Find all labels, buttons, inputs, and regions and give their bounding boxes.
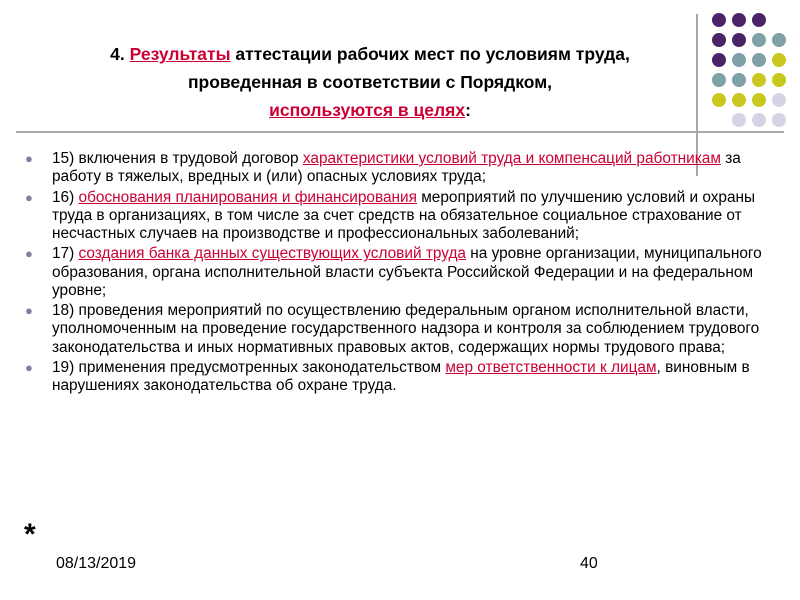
title-prefix: 4. <box>110 44 130 64</box>
title-link-used-for[interactable]: используются в целях <box>269 100 466 120</box>
bullet-icon: ● <box>25 303 33 319</box>
footer-date: 08/13/2019 <box>56 555 137 572</box>
item-text: , виновным в нарушениях законодательства об охране труда. <box>52 358 750 395</box>
decor-dot <box>772 53 786 67</box>
decor-horizontal-line <box>16 131 784 133</box>
item-link[interactable]: обоснования планирования и финансирования <box>78 188 417 206</box>
star-marker: * <box>24 518 36 551</box>
decor-dot <box>732 113 746 127</box>
item-link[interactable]: мер ответственности к лицам <box>445 358 657 376</box>
bullet-icon: ● <box>25 246 33 262</box>
item-text: за работу в тяжелых, вредных и (или) опасных условиях труда; <box>52 150 741 186</box>
decor-dot <box>752 33 766 47</box>
item-link[interactable]: создания банка данных существующих условий труда <box>78 245 466 263</box>
bullet-icon: ● <box>25 151 33 166</box>
decor-dot <box>752 13 766 27</box>
decor-dot <box>732 93 746 107</box>
decor-dot <box>772 33 786 47</box>
list-item-15 <box>25 150 780 186</box>
decor-dot <box>732 73 746 87</box>
decor-dot <box>752 113 766 127</box>
decor-dot <box>732 53 746 67</box>
item-text: 18) проведения мероприятий по осуществлению федеральным органом исполнительной власти, уполномоченным на проведение государственного надзора и контроля за соблюдением трудового законодательства и иных нормативных правовых актов, содержащих нормы трудового права; <box>52 302 760 356</box>
item-text: 17) <box>52 245 79 263</box>
decor-dot <box>752 93 766 107</box>
decor-dot <box>772 113 786 127</box>
title-middle: аттестации рабочих мест по условиям труда, проведенная в соответствии с Порядком, <box>187 44 630 92</box>
list-item-17 <box>25 245 780 300</box>
decor-dot <box>712 73 726 87</box>
list-item-16 <box>25 189 780 244</box>
bullet-icon: ● <box>25 189 33 205</box>
item-text: мероприятий по улучшению условий и охраны труда в организациях, в том числе за счет средств на обязательное социальное страхование от несчастных случаев на производстве и профессиональных заболеваний; <box>52 188 756 242</box>
decor-dot <box>772 93 786 107</box>
page-number: 40 <box>580 555 598 572</box>
list-item-18 <box>25 302 780 357</box>
decor-dot <box>752 73 766 87</box>
decor-dot <box>712 33 726 47</box>
title-suffix: : <box>465 100 471 120</box>
bullet-icon: ● <box>25 359 33 375</box>
item-text: 19) применения предусмотренных законодательством <box>52 358 446 376</box>
item-text: 16) <box>52 188 79 206</box>
decor-dot <box>772 73 786 87</box>
decor-dot <box>732 33 746 47</box>
decor-dot-grid <box>712 13 787 133</box>
bullet-list <box>25 150 780 398</box>
decor-dot <box>732 13 746 27</box>
decor-dot <box>712 53 726 67</box>
item-link[interactable]: характеристики условий труда и компенсаций работникам <box>302 150 721 167</box>
item-text: 15) включения в трудовой договор <box>52 150 303 167</box>
title-link-results[interactable]: Результаты <box>129 44 231 64</box>
slide-title <box>60 40 680 124</box>
decor-dot <box>752 53 766 67</box>
list-item-19 <box>25 359 780 395</box>
item-text: на уровне организации, муниципального образования, органа исполнительной власти субъекта Российской Федерации и на федеральном уровне; <box>52 245 762 299</box>
decor-dot <box>712 13 726 27</box>
decor-dot <box>712 93 726 107</box>
